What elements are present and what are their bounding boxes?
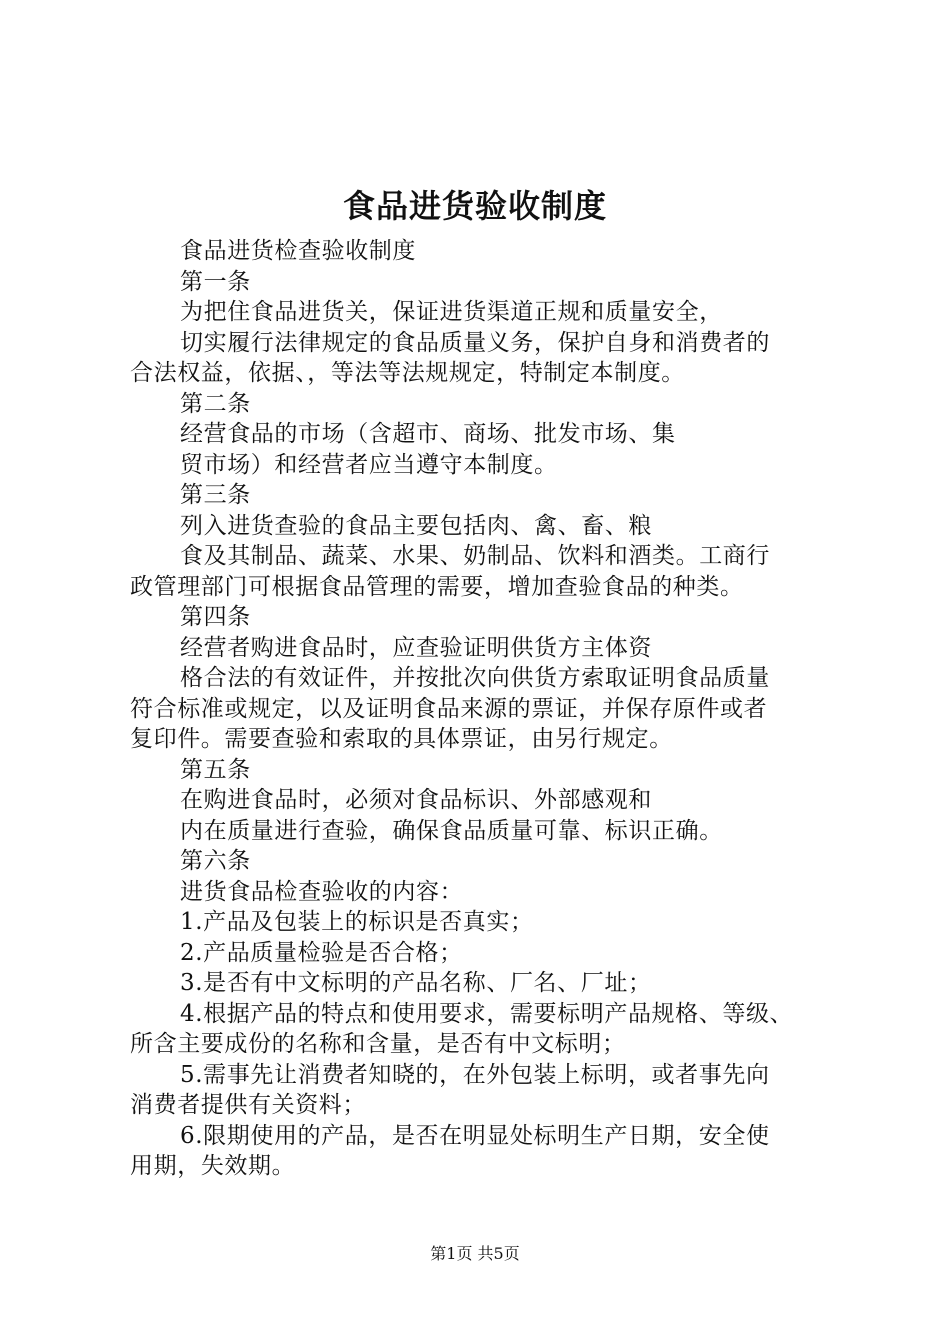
document-title: 食品进货验收制度 [342, 187, 607, 225]
document-body [130, 236, 846, 1182]
body-line: 经营食品的市场（含超市、商场、批发市场、集 [180, 421, 676, 447]
body-line: 第六条 [180, 848, 251, 874]
body-line: 在购进食品时，必须对食品标识、外部感观和 [180, 787, 652, 813]
body-line: 切实履行法律规定的食品质量义务，保护自身和消费者的 [180, 329, 770, 356]
body-line: 所含主要成份的名称和含量，是否有中文标明； [130, 1031, 626, 1057]
body-line: 用期，失效期。 [130, 1153, 296, 1179]
body-line: 6.限期使用的产品，是否在明显处标明生产日期，安全使 [180, 1122, 770, 1149]
body-line: 为把住食品进货关，保证进货渠道正规和质量安全， [180, 299, 723, 325]
body-line: 消费者提供有关资料； [130, 1092, 366, 1118]
body-line: 列入进货查验的食品主要包括肉、禽、畜、粮 [180, 512, 652, 539]
body-line: 食及其制品、蔬菜、水果、奶制品、饮料和酒类。工商行 [180, 543, 770, 569]
body-line: 政管理部门可根据食品管理的需要，增加查验食品的种类。 [130, 573, 744, 600]
body-line: 2.产品质量检验是否合格； [180, 939, 463, 966]
body-line: 格合法的有效证件，并按批次向供货方索取证明食品质量 [180, 665, 770, 691]
body-line: 第五条 [180, 756, 251, 783]
body-line: 食品进货检查验收制度 [180, 238, 416, 264]
body-line: 经营者购进食品时，应查验证明供货方主体资 [180, 634, 652, 661]
body-line: 第二条 [180, 390, 251, 417]
body-line: 符合标准或规定，以及证明食品来源的票证，并保存原件或者 [130, 695, 768, 722]
body-line: 合法权益，依据、，等法等法规规定，特制定本制度。 [130, 360, 685, 386]
body-line: 第一条 [180, 268, 251, 295]
body-line: 贸市场）和经营者应当遵守本制度。 [180, 451, 558, 478]
body-line: 4.根据产品的特点和使用要求，需要标明产品规格、等级、 [180, 1000, 794, 1027]
body-line: 第三条 [180, 482, 251, 508]
body-line: 内在质量进行查验，确保食品质量可靠、标识正确。 [180, 817, 723, 844]
body-line: 进货食品检查验收的内容： [180, 878, 464, 905]
body-line: 复印件。需要查验和索取的具体票证，由另行规定。 [130, 726, 673, 752]
body-line: 1.产品及包装上的标识是否真实； [180, 909, 534, 935]
body-line: 第四条 [180, 604, 251, 630]
body-line: 3.是否有中文标明的产品名称、厂名、厂址； [180, 970, 652, 996]
page-footer: 第1页 共5页 [430, 1244, 520, 1263]
body-line: 5.需事先让消费者知晓的，在外包装上标明，或者事先向 [180, 1061, 770, 1088]
